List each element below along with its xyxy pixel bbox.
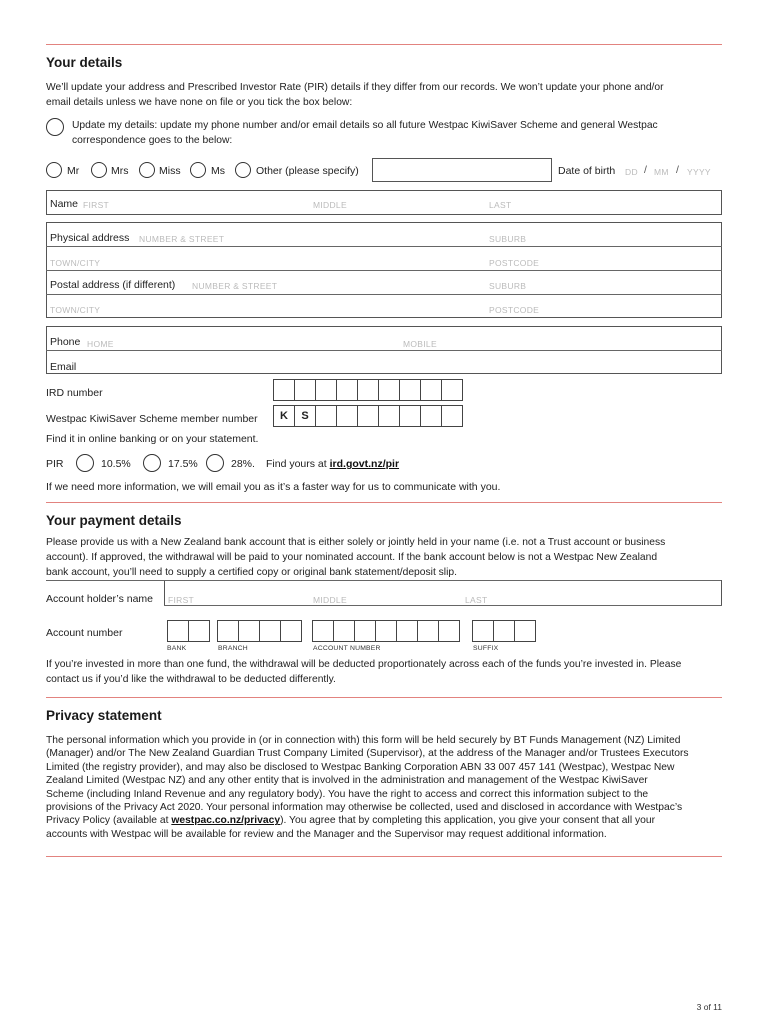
ird-digit-2[interactable] [294,379,316,401]
member-prefix-s: S [294,405,316,427]
payment-divider [46,502,722,503]
branch-digit-3[interactable] [259,620,281,642]
member-number-grid[interactable] [273,405,462,427]
account-digit-6[interactable] [417,620,439,642]
privacy-line-7-pre: Privacy Policy (available at [46,815,172,827]
account-number-caption: ACCOUNT NUMBER [313,645,381,652]
payment-line-2: account). If approved, the withdrawal will be paid to your nominated account. If the bank account below is not a Westpac New Zealand [46,552,658,563]
holder-first-field[interactable]: FIRST [168,595,195,605]
postal-address-label: Postal address (if different) [50,279,176,291]
account-holder-top-line [46,580,722,581]
ird-pir-link[interactable]: ird.govt.nz/pir [329,458,400,470]
title-other-input[interactable] [372,158,552,182]
holder-middle-field[interactable]: MIDDLE [313,595,347,605]
dob-year-field[interactable]: YYYY [687,167,711,177]
dob-day-field[interactable]: DD [625,167,638,177]
privacy-line-1: The personal information which you provide in (or in connection with) this form will be held securely by BT Funds Management (NZ) Limited [46,735,681,746]
title-miss-label: Miss [159,165,181,177]
payment-intro [46,535,722,580]
account-digit-4[interactable] [375,620,397,642]
physical-suburb-field[interactable]: SUBURB [489,234,527,244]
pir-10-5-radio[interactable] [76,454,94,472]
branch-caption: BRANCH [218,645,248,652]
intro-line-2: email details unless we have none on file or you tick the box below: [46,97,353,108]
ird-digit-5[interactable] [357,379,379,401]
privacy-line-2: (Manager) and/or The New Zealand Guardian Trust Company Limited (Supervisor), at the address of the Manager and/or Trustees Executors [46,748,689,760]
multi-fund-line-1: If you’re invested in more than one fund, the withdrawal will be deducted proportionately across each of the funds you’re invested in. Please [46,659,682,670]
ird-digit-7[interactable] [399,379,421,401]
privacy-line-5: Scheme (including Inland Revenue and any regulatory body). You have the right to access and correct this information subject to the [46,788,649,800]
email-label: Email [50,361,77,373]
branch-digit-1[interactable] [217,620,239,642]
phone-label: Phone [50,336,81,348]
physical-postcode-field[interactable]: POSTCODE [489,258,540,268]
payment-line-3: bank account, you’ll need to supply a certified copy or original bank statement/deposit slip. [46,567,457,578]
postal-postcode-field[interactable]: POSTCODE [489,305,540,315]
pir-label: PIR [46,458,64,470]
privacy-line-7-post: ). You agree that by completing this application, you give your consent that all your [280,815,655,827]
update-line-1: Update my details: update my phone number and/or email details so all future Westpac KiwiSaver Scheme and general Westpac [72,120,658,131]
privacy-line-6: provisions of the Privacy Act 2020. Your personal information may otherwise be collected, used and disclosed in accordance with Westpac’s [46,802,683,814]
payment-heading: Your payment details [46,513,182,528]
bank-caption: BANK [167,645,187,652]
more-info-text: If we need more information, we will email you as it’s a faster way for us to communicate with you. [46,481,501,493]
member-digit-4[interactable] [378,405,400,427]
contact-divider [46,350,722,351]
title-ms-label: Ms [211,165,225,177]
update-details-checkbox[interactable] [46,118,64,136]
pir-28-label: 28%. [231,458,255,470]
address-divider-2 [46,270,722,271]
member-digit-5[interactable] [399,405,421,427]
dob-label: Date of birth [558,165,616,177]
title-other-label: Other (please specify) [256,165,359,177]
account-holder-right-border [721,580,722,605]
ird-digit-4[interactable] [336,379,358,401]
account-holder-underline [164,605,722,606]
branch-digit-2[interactable] [238,620,260,642]
ird-label: IRD number [46,387,103,399]
multi-fund-line-2: contact us if you’d like the withdrawal to be deducted differently. [46,674,336,685]
account-digit-7[interactable] [438,620,460,642]
bank-digit-2[interactable] [188,620,210,642]
account-digit-2[interactable] [333,620,355,642]
privacy-line-8: accounts with Westpac will be available for review and the Manager and the Supervisor may request additional information. [46,828,607,840]
privacy-line-4: Zealand Limited (Westpac NZ) and any other entity that is involved in the administration and management of the Westpac KiwiSaver [46,775,648,787]
suffix-digit-1[interactable] [472,620,494,642]
privacy-heading: Privacy statement [46,708,162,723]
account-digit-5[interactable] [396,620,418,642]
ird-digit-1[interactable] [273,379,295,401]
name-label: Name [50,198,79,210]
account-holder-label: Account holder’s name [46,593,154,605]
title-miss-radio[interactable] [139,162,155,178]
postal-street-field[interactable]: NUMBER & STREET [192,281,278,291]
email-field[interactable] [84,354,718,372]
postal-town-field[interactable]: TOWN/CITY [50,305,101,315]
bottom-divider [46,856,722,857]
privacy-line-3: Limited (the registry provider), and may also be disclosed to Westpac Banking Corporation ABN 33 007 457 141 (Westpac), Westpac New [46,761,675,773]
suffix-caption: SUFFIX [473,645,499,652]
physical-town-field[interactable]: TOWN/CITY [50,258,101,268]
suffix-digit-2[interactable] [493,620,515,642]
phone-home-field[interactable]: HOME [87,339,114,349]
member-number-label: Westpac KiwiSaver Scheme member number [46,413,258,425]
name-last-field[interactable]: LAST [489,200,512,210]
account-number-label: Account number [46,627,123,639]
pir-17-5-label: 17.5% [168,458,198,470]
name-middle-field[interactable]: MIDDLE [313,200,347,210]
member-number-help: Find it in online banking or on your statement. [46,433,259,445]
account-holder-left-border [164,580,722,605]
account-digit-3[interactable] [354,620,376,642]
privacy-divider [46,697,722,698]
payment-line-1: Please provide us with a New Zealand bank account that is either solely or jointly held in your name (i.e. not a Trust account or business [46,537,666,548]
dob-separator-2: / [676,164,679,176]
name-box [46,190,722,215]
title-mrs-radio[interactable] [91,162,107,178]
member-digit-1[interactable] [315,405,337,427]
member-prefix-k: K [273,405,295,427]
ird-number-grid[interactable] [273,379,462,401]
suffix-digit-3[interactable] [514,620,536,642]
suffix-grid[interactable] [472,620,535,642]
branch-code-grid[interactable] [217,620,301,642]
title-other-radio[interactable] [235,162,251,178]
member-digit-3[interactable] [357,405,379,427]
page-number: 3 of 11 [696,1002,722,1012]
ird-digit-9[interactable] [441,379,463,401]
bank-code-grid[interactable] [167,620,209,642]
bank-digit-1[interactable] [167,620,189,642]
holder-last-field[interactable]: LAST [465,595,488,605]
phone-mobile-field[interactable]: MOBILE [403,339,437,349]
physical-street-field[interactable]: NUMBER & STREET [139,234,225,244]
westpac-privacy-link[interactable]: westpac.co.nz/privacy [171,815,281,827]
name-first-field[interactable]: FIRST [83,200,110,210]
postal-suburb-field[interactable]: SUBURB [489,281,527,291]
top-divider [46,44,722,45]
pir-17-5-radio[interactable] [143,454,161,472]
pir-28-radio[interactable] [206,454,224,472]
ird-digit-3[interactable] [315,379,337,401]
pir-find-prefix: Find yours at [266,458,327,470]
update-line-2: correspondence goes to the below: [72,135,233,146]
title-mr-label: Mr [67,165,80,177]
privacy-text [46,734,722,841]
dob-separator-1: / [644,164,647,176]
ird-digit-8[interactable] [420,379,442,401]
title-mr-radio[interactable] [46,162,62,178]
dob-month-field[interactable]: MM [654,167,669,177]
address-divider-1 [46,246,722,247]
member-digit-7[interactable] [441,405,463,427]
account-number-grid[interactable] [312,620,459,642]
privacy-line-7 [46,814,722,827]
title-ms-radio[interactable] [190,162,206,178]
your-details-intro [46,80,722,110]
update-details-text [72,118,722,148]
member-digit-2[interactable] [336,405,358,427]
multi-fund-note [46,657,722,687]
account-digit-1[interactable] [312,620,334,642]
title-mrs-label: Mrs [111,165,129,177]
pir-find-text [266,458,399,470]
your-details-heading: Your details [46,55,123,70]
member-digit-6[interactable] [420,405,442,427]
ird-digit-6[interactable] [378,379,400,401]
branch-digit-4[interactable] [280,620,302,642]
pir-10-5-label: 10.5% [101,458,131,470]
intro-line-1: We’ll update your address and Prescribed Investor Rate (PIR) details if they differ from our records. We won’t update your phone and/or [46,82,664,93]
physical-address-label: Physical address [50,232,130,244]
address-divider-3 [46,294,722,295]
